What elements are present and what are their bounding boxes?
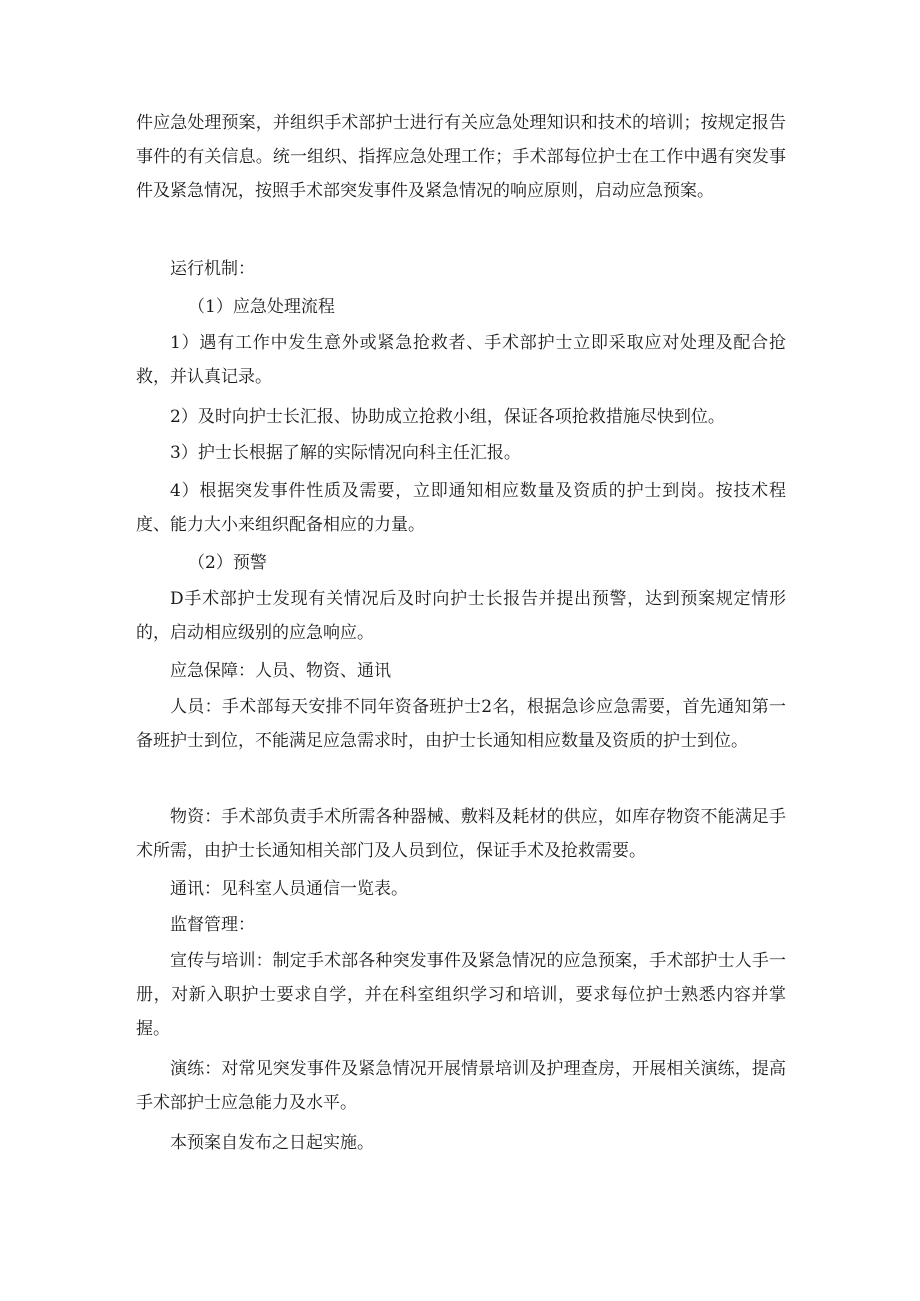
paragraph-publicity-training: 宣传与培训：制定手术部各种突发事件及紧急情况的应急预案，手术部护士人手一册，对新入职护士要求自学，并在科室组织学习和培训，要求每位护士熟悉内容并掌握。 [136,951,786,1039]
paragraph-warning-detail: D手术部护士发现有关情况后及时向护士长报告并提出预警，达到预案规定情形的，启动相应级别的应急响应。 [136,589,786,643]
paragraph-materials: 物资：手术部负责手术所需各种器械、敷料及耗材的供应，如库存物资不能满足手术所需，由护士长通知相关部门及人员到位，保证手术及抢救需要。 [136,807,786,861]
paragraph-communication: 通讯：见科室人员通信一览表。 [170,879,408,899]
heading-operating-mechanism: 运行机制： [170,259,255,279]
heading-emergency-support: 应急保障：人员、物资、通讯 [170,661,391,681]
paragraph-step-1: 1）遇有工作中发生意外或紧急抢救者、手术部护士立即采取应对处理及配合抢救，并认真记录。 [136,333,786,387]
paragraph-drills: 演练：对常见突发事件及紧急情况开展情景培训及护理查房，开展相关演练，提高手术部护士应急能力及水平。 [136,1059,786,1113]
paragraph-personnel: 人员：手术部每天安排不同年资备班护士2名，根据急诊应急需要，首先通知第一备班护士到位，不能满足应急需求时，由护士长通知相应数量及资质的护士到位。 [136,697,786,751]
paragraph-step-2: 2）及时向护士长汇报、协助成立抢救小组，保证各项抢救措施尽快到位。 [170,407,725,427]
paragraph-step-4: 4）根据突发事件性质及需要，立即通知相应数量及资质的护士到岗。按技术程度、能力大小来组织配备相应的力量。 [136,481,786,535]
heading-warning: （2）预警 [188,553,267,573]
paragraph-step-3: 3）护士长根据了解的实际情况向科主任汇报。 [170,443,521,463]
heading-emergency-process: （1）应急处理流程 [188,297,335,317]
paragraph-effective-date: 本预案自发布之日起实施。 [170,1133,374,1153]
paragraph-emergency-plan-continuation: 件应急处理预案，并组织手术部护士进行有关应急处理知识和技术的培训；按规定报告事件的有关信息。统一组织、指挥应急处理工作；手术部每位护士在工作中遇有突发事件及紧急情况，按照手术部突发事件及紧急情况的响应原则，启动应急预案。 [136,113,786,201]
heading-supervision: 监督管理： [170,915,255,935]
